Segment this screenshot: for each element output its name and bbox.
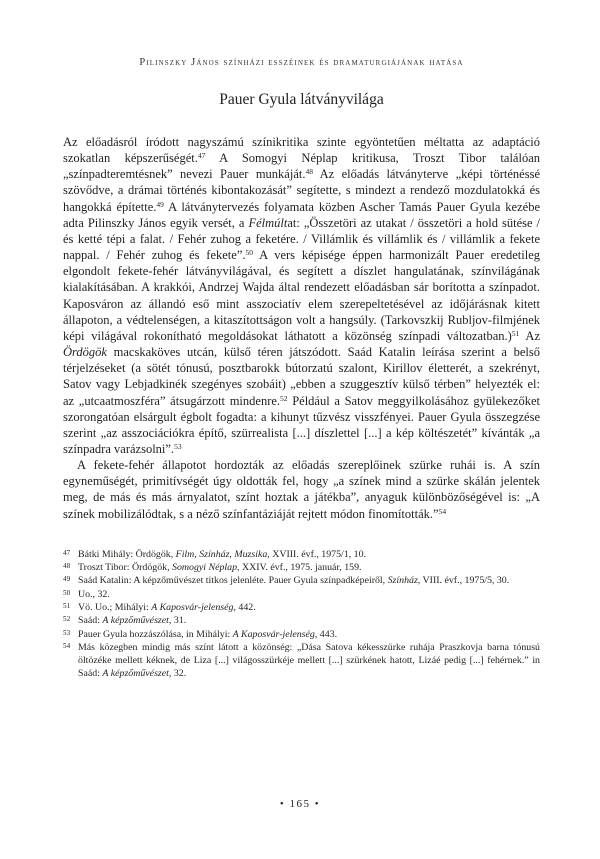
footnote-number: 48 <box>63 562 71 571</box>
footnote-text: Saád Katalin: A képzőművészet titkos jelenléte. Pauer Gyula színpadképeiről, Színház, VIII. évf., 1975/5, 30. <box>78 575 510 587</box>
footnote-text: Saád: A képzőművészet, 31. <box>78 615 187 627</box>
footnote-number: 47 <box>63 548 71 557</box>
footnotes-section <box>63 548 540 681</box>
footnote <box>63 561 540 574</box>
page-number: • 165 • <box>279 798 321 810</box>
footnote-text: Más közegben mindig más színt látott a közönség: „Dása Satova kékesszürke ruhája Praszkovja barna tónusú öltözéke mellett kéknek, de Liza [...] világosszürkéje mellett [...] szürkének hatott, Lizáé pedig [...] fehérnek.” in Saád: A képzőművészet, 32. <box>78 641 540 680</box>
footnote <box>63 614 540 627</box>
footnote-number: 53 <box>63 628 71 637</box>
footnote <box>63 601 540 614</box>
body-paragraph: Az előadásról íródott nagyszámú színikritika szinte egyöntetűen méltatta az adaptáció szokatlan képszerűségét.$^{47}$ A Somogyi Néplap kritikusa, Troszt Tibor találóan „színpadteremtésnek” nevezi Pauer munkáját.$^{48}$ Az előadás látványterve „képi történéssé szövődve, a drámai történés kibontakozását” segítette, s mindezt a rendező mozdulatokká és hangokká építette.$^{49}$ A látványtervezés folyamata közben Ascher Tamás Pauer Gyula kezébe adta Pilinszky János egyik versét, a Félmúltat: „Összetöri az utakat / összetöri a hold sütése / és ketté tépi a falat. / Fehér zuhog a feketére. / Villámlik és villámlik és / villámlik a fekete nappal. / Fehér zuhog és fekete”.$^{50}$ A vers képisége éppen harmonizált Pauer eredetileg elgondolt fekete-fehér látványvilágával, és segített a díszlet hangulatának, színvilágának kialakításában. A krakkói, Andrzej Wajda által rendezett előadásban sár borította a színpadot. Kaposváron az állandó eső mint asszociatív elem szerepeltetésével az időjárásnak kitett állapoton, a védtelenségen, a kitaszítottságon volt a hangsúly. (Tarkovszkij Rubljov-filmjének képi világával rokonítható megoldásokat láthatott a közönség színpadi változatban.)$^{51}$ Az Ördögök macskaköves utcán, külső téren játszódott. Saád Katalin leírása szerint a belső térjelzéseket (a sötét tónusú, posztbarokk bútorzatú szalont, Kirillov életterét, a szekrényt, Satov vagy Lebjadkinék szegényes szobáit) „ebben a szuggesztív külső térben” helyezték el: az „utcaatmoszféra” átsugárzott mindenre.$^{52}$ Például a Satov meggyilkolásához gyülekezőket szorongatóan elsárgult égbolt fogadta: a kihunyt tűzvész visszfényei. Pauer Gyula összegzése szerint „az asszociációkra építő, szürrealista [...] díszlettel [...] a kép költészetét” kívánták „a színpadra varázsolni”.$^{53}$ <box>63 135 541 456</box>
footnote-number: 49 <box>63 575 71 584</box>
footnote-text: Pauer Gyula hozzászólása, in Mihályi: A Kaposvár-jelenség, 443. <box>78 628 338 640</box>
footnote <box>63 574 540 587</box>
footnote-number: 54 <box>63 641 71 650</box>
footnote-number: 51 <box>63 601 71 610</box>
footnote-number: 50 <box>63 588 71 597</box>
footnote <box>63 548 540 561</box>
footnote <box>63 588 540 601</box>
footnote-text: Bátki Mihály: Ördögök, Film, Színház, Muzsika, XVIII. évf., 1975/1, 10. <box>78 548 367 560</box>
running-header: Pilinszky János színházi esszéinek és dramaturgiájának hatása <box>139 57 464 68</box>
body-text <box>63 134 540 522</box>
footnote-text: Troszt Tibor: Ördögök, Somogyi Néplap, XXIV. évf., 1975. január, 159. <box>78 562 362 574</box>
page-title: Pauer Gyula látványvilága <box>219 91 384 108</box>
body-paragraph: A fekete-fehér állapotot hordozták az előadás szereplőinek szürke ruhái is. A szín egyneműségét, primitívségét úgy oldották fel, hogy „a színek mind a szürke skálán jelentek meg, de más és más árnyalatot, színt hoztak a játékba”, anyaguk különbözőségével is: „A színek mobilizálódtak, s a néző színfantáziáját rejtett módon finomították.”$^{54}$ <box>63 458 540 521</box>
footnote <box>63 628 540 641</box>
footnote-text: Uo., 32. <box>78 588 110 600</box>
footnote-text: Vö. Uo.; Mihályi: A Kaposvár-jelenség, 442. <box>78 601 256 613</box>
footnote-number: 52 <box>63 615 71 624</box>
footnote <box>63 641 540 681</box>
